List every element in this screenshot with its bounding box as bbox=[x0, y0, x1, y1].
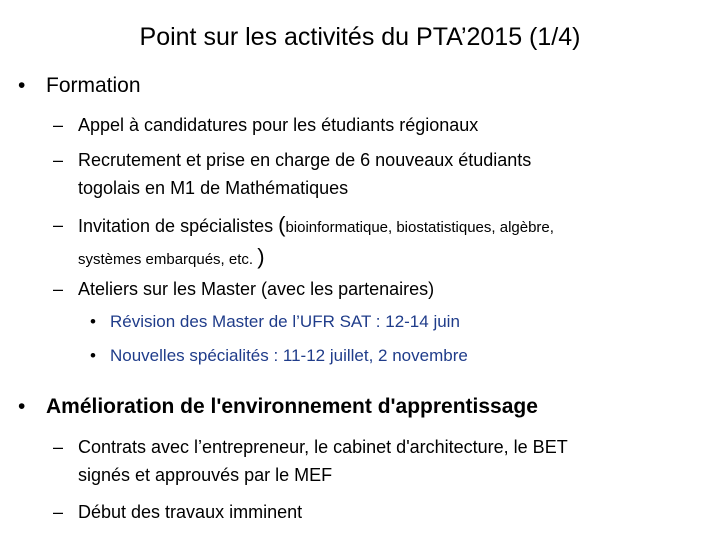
bullet-dot: • bbox=[90, 346, 96, 365]
bullet-dash: – bbox=[53, 215, 64, 235]
subitem-nouvelles-november: 2 novembre bbox=[378, 346, 468, 365]
bullet-dash: – bbox=[53, 115, 64, 135]
item-appel: Appel à candidatures pour les étudiants régionaux bbox=[78, 115, 479, 135]
bullet-dash: – bbox=[53, 150, 64, 170]
item-invitation-prefix: Invitation de spécialistes bbox=[78, 216, 279, 236]
subitem-revision: Révision des Master de l’UFR SAT : 12-14 juin bbox=[110, 312, 460, 331]
section-amelioration-label: Amélioration de l'environnement d'apprentissage bbox=[46, 395, 538, 418]
bullet-dash: – bbox=[53, 437, 64, 457]
item-invitation-fields-cont: systèmes embarqués, etc. bbox=[78, 251, 258, 268]
subitem-nouvelles-dates: Nouvelles spécialités : 11-12 juillet, bbox=[110, 346, 379, 365]
item-ateliers: Ateliers sur les Master (avec les partenaires) bbox=[78, 279, 435, 299]
item-invitation-line2 bbox=[78, 242, 265, 275]
bullet-dash: – bbox=[53, 502, 64, 522]
bullet-dot: • bbox=[90, 312, 96, 331]
subitem-nouvelles bbox=[110, 342, 468, 370]
item-invitation-fields: bioinformatique, biostatistiques, algèbre, bbox=[285, 219, 554, 236]
item-invitation-line1 bbox=[78, 210, 554, 243]
close-paren: ) bbox=[257, 244, 265, 269]
item-recrutement-line1: Recrutement et prise en charge de 6 nouveaux étudiants bbox=[78, 150, 532, 170]
bullet-dot: • bbox=[18, 395, 26, 418]
section-formation-label: Formation bbox=[46, 74, 141, 97]
item-debut: Début des travaux imminent bbox=[78, 502, 303, 522]
bullet-dot: • bbox=[18, 74, 26, 97]
bullet-dash: – bbox=[53, 279, 64, 299]
item-contrats-line2: signés et approuvés par le MEF bbox=[78, 465, 333, 485]
open-paren: ( bbox=[278, 212, 286, 237]
slide-title: Point sur les activités du PTA’2015 (1/4) bbox=[139, 23, 581, 51]
item-recrutement-line2: togolais en M1 de Mathématiques bbox=[78, 178, 349, 198]
item-contrats-line1: Contrats avec l’entrepreneur, le cabinet d'architecture, le BET bbox=[78, 437, 568, 457]
